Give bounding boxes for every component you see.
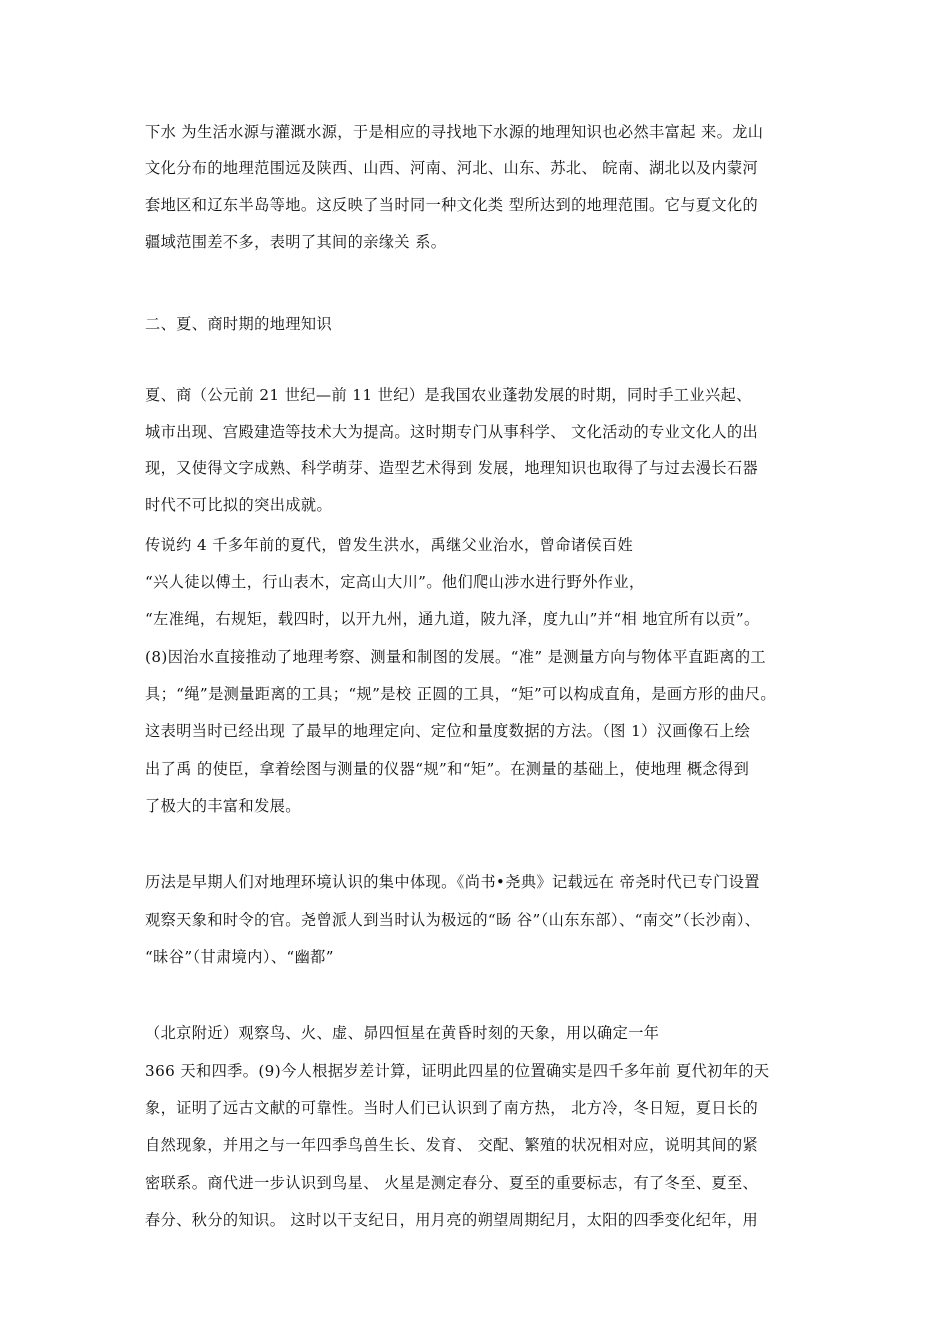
text-line: 自然现象，并用之与一年四季鸟兽生长、发育、 交配、繁殖的状况相对应，说明其间的紧	[145, 1136, 759, 1154]
text-line: 366 天和四季。(9)今人根据岁差计算，证明此四星的位置确实是四千多年前 夏代初年的天	[145, 1062, 770, 1080]
text-line: 疆域范围差不多，表明了其间的亲缘关 系。	[145, 233, 447, 251]
text-line: 观察天象和时令的官。尧曾派人到当时认为极远的“旸 谷”（山东东部）、“南交”（长沙南）、	[145, 911, 761, 929]
text-line: (8)因治水直接推动了地理考察、测量和制图的发展。“准” 是测量方向与物体平直距离的工	[145, 648, 767, 666]
text-line: （北京附近）观察鸟、火、虚、昴四恒星在黄昏时刻的天象，用以确定一年	[145, 1024, 660, 1042]
text-line: “兴人徒以傅土，行山表木，定高山大川”。他们爬山涉水进行野外作业，	[145, 573, 645, 591]
text-line: 这表明当时已经出现 了最早的地理定向、定位和量度数据的方法。（图 1）汉画像石上绘	[145, 722, 751, 740]
text-line: 具；“绳”是测量距离的工具；“规”是校 正圆的工具，“矩”可以构成直角，是画方形的曲尺。	[145, 685, 776, 703]
text-line: 密联系。商代进一步认识到鸟星、 火星是测定春分、夏至的重要标志，有了冬至、夏至、	[145, 1174, 759, 1192]
text-line: 文化分布的地理范围远及陕西、山西、河南、河北、山东、苏北、 皖南、湖北以及内蒙河	[145, 159, 759, 177]
text-line: 传说约 4 千多年前的夏代，曾发生洪水，禹继父业治水，曾命诸侯百姓	[145, 536, 634, 554]
text-line: 城市出现、宫殿建造等技术大为提高。这时期专门从事科学、 文化活动的专业文化人的出	[145, 423, 759, 441]
text-line: 套地区和辽东半岛等地。这反映了当时同一种文化类 型所达到的地理范围。它与夏文化的	[145, 196, 759, 214]
text-line: 时代不可比拟的突出成就。	[145, 496, 333, 514]
text-line: “左准绳，右规矩，载四时，以开九州，通九道，陂九泽，度九山”并“相 地宜所有以贡”。	[145, 610, 760, 628]
text-line: “昧谷”（甘肃境内）、“幽都”	[145, 948, 334, 966]
text-line: 历法是早期人们对地理环境认识的集中体现。《尚书•尧典》记载远在 帝尧时代已专门设置	[145, 873, 760, 891]
text-line: 夏、商（公元前 21 世纪—前 11 世纪）是我国农业蓬勃发展的时期，同时手工业兴起、	[145, 386, 752, 404]
section-heading: 二、夏、商时期的地理知识	[145, 315, 333, 333]
text-line: 象，证明了远古文献的可靠性。当时人们已认识到了南方热， 北方冷，冬日短，夏日长的	[145, 1099, 759, 1117]
text-line: 了极大的丰富和发展。	[145, 797, 301, 815]
text-line: 春分、秋分的知识。 这时以干支纪日，用月亮的朔望周期纪月，太阳的四季变化纪年，用	[145, 1211, 759, 1229]
text-line: 下水 为生活水源与灌溉水源，于是相应的寻找地下水源的地理知识也必然丰富起 来。龙山	[145, 123, 764, 141]
text-line: 现，又使得文字成熟、科学萌芽、造型艺术得到 发展，地理知识也取得了与过去漫长石器	[145, 459, 759, 477]
text-line: 出了禹 的使臣，拿着绘图与测量的仪器“规”和“矩”。在测量的基础上，使地理 概念得到	[145, 760, 750, 778]
